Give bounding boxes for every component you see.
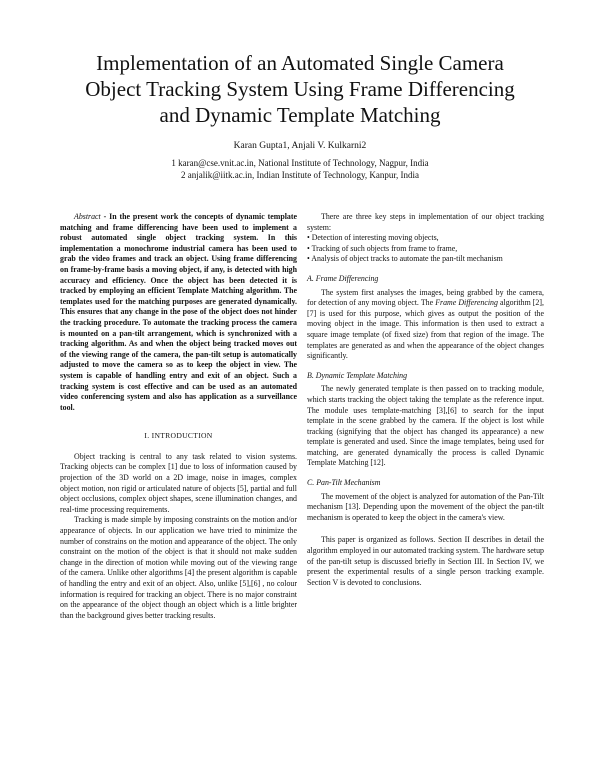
section-a-text-2: algorithm [2], [7] is used for this purpose, which gives as output the position of the moving object in the image. This information is then used to extract a square image template (of fixed size) from that region of the image. The templates are generated as and when the appearance of the object changes significantly.	[307, 298, 544, 361]
section-heading-introduction: I. INTRODUCTION	[144, 431, 213, 441]
section-a-emphasis: Frame Differencing	[435, 298, 498, 308]
bullet-item: • Detection of interesting moving objects,	[307, 233, 439, 243]
section-a-paragraph	[307, 288, 544, 362]
bullet-item: • Tracking of such objects from frame to frame,	[307, 243, 458, 253]
left-column	[60, 212, 297, 621]
section-a-text-1: The system first analyses the images, being grabbed by the camera, for detection of any moving object. The	[307, 287, 544, 308]
paragraph-gap	[307, 523, 544, 535]
paper-title	[40, 50, 560, 128]
section-c-paragraph: The movement of the object is analyzed for automation of the Pan-Tilt mechanism [13]. Depending upon the movement of the object the pan-tilt mechanism is operated to keep the object in the camera's view.	[307, 491, 544, 522]
section-b-paragraph: The newly generated template is then passed on to tracking module, which starts tracking the object taking the template as the reference input. The module uses template-matching [3],[6] to search for the input template in the scene grabbed by the camera. If the object is lost while tracking (signifying that the object has changed its appearance) a new template is generated and used. Since the image templates, being used for matching, are generated dynamically the process is called Dynamic Template Matching [12].	[307, 384, 544, 468]
section-c-heading: C. Pan-Tilt Mechanism	[307, 478, 381, 488]
section-b-heading: B. Dynamic Template Matching	[307, 370, 408, 380]
affiliation-1: 1 karan@cse.vnit.ac.in, National Institute of Technology, Nagpur, India	[171, 158, 429, 168]
organization-paragraph: This paper is organized as follows. Section II describes in detail the algorithm employed in our automated tracking system. The hardware setup of the pan-tilt setup is discussed briefly in Section III. In Section IV, we present the experimental results of a single person tracking example. Section V is devoted to conclusions.	[307, 535, 544, 587]
bullet-item: • Analysis of object tracks to automate the pan-tilt mechanism	[307, 254, 503, 264]
abstract-label: Abstract	[74, 212, 101, 221]
right-column	[307, 212, 544, 588]
affiliation-2: 2 anjalik@iitk.ac.in, Indian Institute of Technology, Kanpur, India	[181, 170, 419, 180]
section-a-heading: A. Frame Differencing	[307, 273, 379, 283]
authors: Karan Gupta1, Anjali V. Kulkarni2	[233, 141, 367, 151]
intro-paragraph-1: Object tracking is central to any task related to vision systems. Tracking objects can be complex [1] due to loss of information caused by projection of the 3D world on a 2D image, noise in images, complex object motion, non rigid or articulated nature of objects [5], partial and full object occlusions, complex object shapes, scene illumination changes, and real-time processing requirements.	[60, 451, 297, 514]
abstract	[60, 212, 297, 413]
title-line: Implementation of an Automated Single Camera	[96, 51, 504, 75]
title-line: Object Tracking System Using Frame Differencing	[85, 77, 515, 101]
intro-paragraph-2: Tracking is made simple by imposing constraints on the motion and/or appearance of objects. In our application we have tried to minimize the number of constrains on the motion and appearance of the object. The only constraint on the motion of the object is that it should not make sudden change in the direction of motion while moving out of the viewing range of the camera. Unlike other algorithms [4] the present algorithm is capable of handling the entry and exit of an object. Also, unlike [5],[6] , no colour information is required for tracking an object. There is no major constraint on the appearance of the object though an object which is a little brighter than the background gives better tracking results.	[60, 515, 297, 620]
steps-intro: There are three key steps in implementation of our object tracking system:	[307, 212, 544, 232]
title-line: and Dynamic Template Matching	[159, 103, 441, 127]
abstract-text: - In the present work the concepts of dynamic template matching and frame differencing have been used to implement a robust automated single object tracking system. In this implementation a monochrome industrial camera has been used to grab the video frames and track an object. Using frame differencing on frame-by-frame basis a moving object, if any, is detected with high accuracy and efficiency. Once the object has been detected it is tracked by employing an efficient Template Matching algorithm. The templates used for the matching purposes are generated dynamically. This ensures that any change in the pose of the object does not hinder the tracking procedure. To automate the tracking process the camera is mounted on a pan-tilt arrangement, which is synchronized with a tracking algorithm. As and when the object being tracked moves out of the viewing range of the camera, the pan-tilt setup is automatically adjusted to move the camera so as to keep the object in view. The system is capable of handling entry and exit of an object. Such a tracking system is cost effective and can be used as an automated video conferencing system and also has application as a surveillance tool.	[60, 212, 297, 412]
